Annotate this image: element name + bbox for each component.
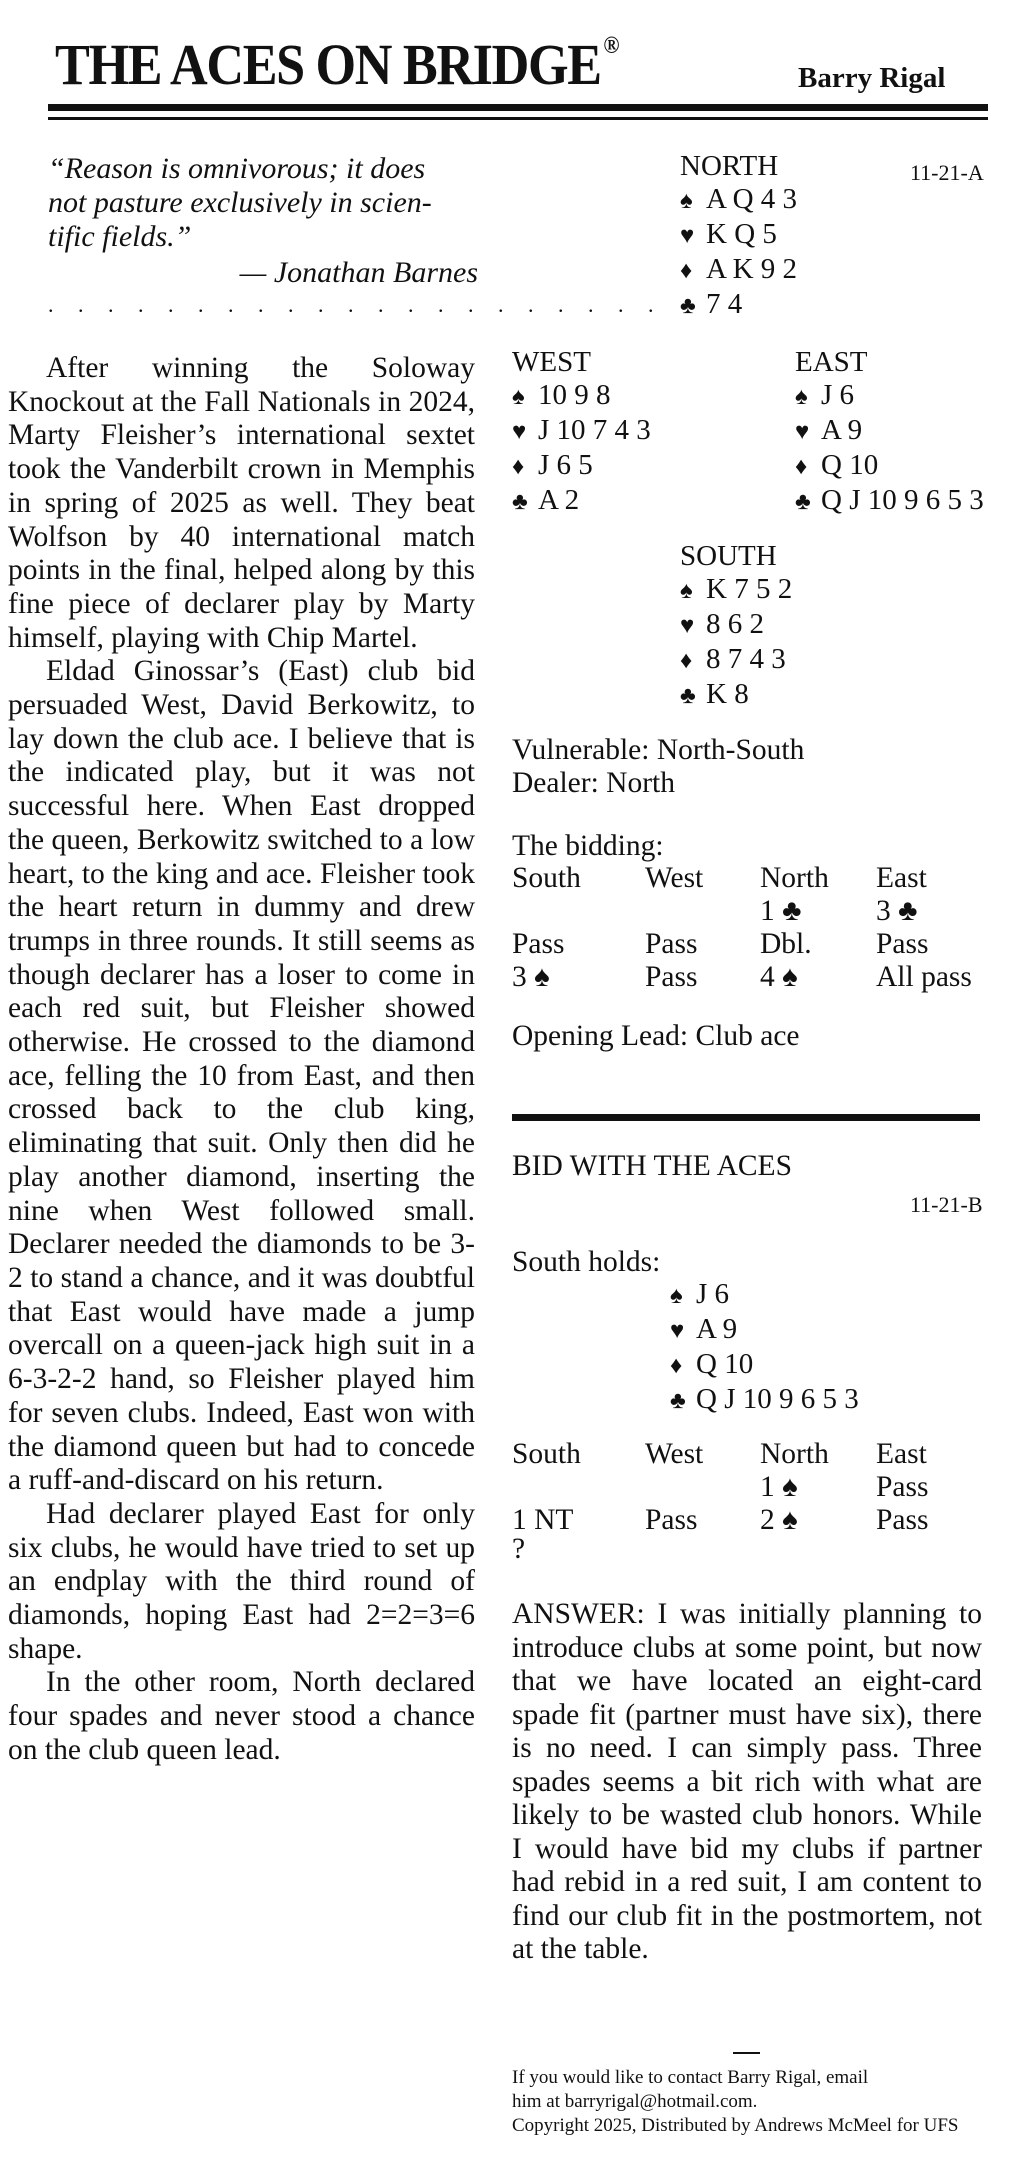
spade-holding: 10 9 8 (538, 379, 611, 411)
west-hand (512, 346, 651, 519)
spade-holding: J 6 (821, 379, 855, 411)
bid-cell (512, 895, 645, 928)
deal-code: 11-21-A (910, 160, 984, 185)
header-rule-thin (48, 117, 988, 120)
hand-label: WEST (512, 346, 591, 378)
heart-holding: A 9 (696, 1313, 738, 1345)
south-holding (670, 1278, 859, 1418)
contact-email-line: him at barryrigal@hotmail.com. (512, 2091, 758, 2112)
heart-holding: J 10 7 4 3 (538, 414, 651, 446)
diamond-icon: ♦ (680, 258, 693, 284)
spade-holding: J 6 (696, 1278, 730, 1310)
heart-holding: K Q 5 (706, 218, 777, 250)
deal-conditions (512, 734, 804, 800)
bid-cell: 3 ♣ (876, 895, 918, 927)
north-hand (680, 150, 797, 323)
spade-icon: ♠ (680, 578, 693, 604)
diamond-icon: ♦ (680, 648, 693, 674)
diamond-holding: Q 10 (696, 1348, 754, 1380)
article-paragraph: Had declarer played East for only six clubs, he would have tried to set up an endplay with the third round of diamonds, hoping East had 2=2=3=6 shape. (8, 1497, 475, 1665)
article-paragraph: After winning the Soloway Knockout at the Fall Nationals in 2024, Marty Fleisher’s international sextet took the Vanderbilt crown in Memphis in spring of 2025 as well. They beat Wolfson by 40 international match points in the final, helped along by this fine piece of declarer play by Marty himself, playing with Chip Martel. (8, 352, 475, 654)
bid-header: West (645, 1438, 704, 1470)
heart-icon: ♥ (670, 1318, 685, 1344)
club-holding: A 2 (538, 484, 580, 516)
hand-label: SOUTH (680, 540, 777, 572)
bid-header: South (512, 862, 581, 894)
bid-header: East (876, 1438, 927, 1470)
bid-header: East (876, 862, 927, 894)
bid-cell (512, 1471, 645, 1504)
bid-cell: Pass (645, 1504, 698, 1536)
holds-label: South holds: (512, 1246, 661, 1278)
spade-icon: ♠ (795, 384, 808, 410)
spade-holding: A Q 4 3 (706, 183, 798, 215)
diamond-holding: Q 10 (821, 449, 879, 481)
author-byline: Barry Rigal (798, 62, 946, 94)
club-icon: ♣ (680, 293, 696, 319)
bid-cell: Pass (876, 928, 929, 960)
bid-cell: Dbl. (760, 928, 812, 960)
copyright-line: Copyright 2025, Distributed by Andrews McMeel for UFS (512, 2115, 959, 2136)
south-hand (680, 540, 792, 713)
opening-lead: Opening Lead: Club ace (512, 1020, 800, 1052)
club-holding: K 8 (706, 678, 749, 710)
epigraph-quote (48, 152, 488, 254)
bid-cell: 2 ♠ (760, 1504, 798, 1536)
contact-line: If you would like to contact Barry Rigal, email (512, 2067, 869, 2088)
article-paragraph: In the other room, North declared four spades and never stood a chance on the club queen lead. (8, 1666, 475, 1766)
column-title: THE ACES ON BRIDGE ® (55, 32, 619, 97)
club-holding: Q J 10 9 6 5 3 (696, 1383, 859, 1415)
bid-cell: Pass (645, 961, 698, 993)
bid-cell: Pass (876, 1471, 929, 1503)
heart-holding: 8 6 2 (706, 608, 764, 640)
spade-icon: ♠ (680, 188, 693, 214)
club-holding: Q J 10 9 6 5 3 (821, 484, 984, 516)
dealer: Dealer: North (512, 767, 675, 799)
heart-icon: ♥ (795, 419, 810, 445)
club-holding: 7 4 (706, 288, 743, 320)
footer-credits (512, 2066, 982, 2138)
bid-cell: All pass (876, 961, 972, 993)
diamond-holding: 8 7 4 3 (706, 643, 786, 675)
quote-line: “Reason is omnivorous; it does (48, 152, 426, 185)
bid-cell: 3 ♠ (512, 961, 550, 993)
answer-text: ANSWER: I was initially planning to introduce clubs at some point, but now that we have located an eight-card spade fit (partner must have six), there is no need. I can simply pass. Three spades seems a bit rich with what are likely to be wasted club honors. While I would have bid my clubs if partner had rebid in a red suit, I am content to find our club fit in the postmortem, not at the table. (512, 1598, 982, 1965)
quote-line: not pasture exclusively in scien- (48, 186, 432, 219)
quote-attribution: — Jonathan Barnes (239, 256, 478, 289)
hand-label: NORTH (680, 150, 779, 182)
bidding-table (512, 862, 986, 994)
diamond-icon: ♦ (670, 1353, 683, 1379)
bid-cell: 1 NT (512, 1504, 574, 1536)
bid-cell: Pass (876, 1504, 929, 1536)
registered-mark: ® (603, 33, 619, 59)
dotted-divider: . . . . . . . . . . . . . . . . . . . . . (48, 292, 663, 317)
east-hand (795, 346, 984, 519)
bid-cell (645, 895, 760, 928)
bid-cell (876, 1537, 986, 1561)
bid-header: North (760, 1438, 829, 1470)
bid-cell: Pass (645, 928, 698, 960)
diamond-holding: J 6 5 (538, 449, 593, 481)
heart-holding: A 9 (821, 414, 863, 446)
article-body (8, 352, 475, 1768)
bid-cell (645, 1537, 760, 1561)
spade-holding: K 7 5 2 (706, 573, 793, 605)
club-icon: ♣ (680, 683, 696, 709)
heart-icon: ♥ (680, 223, 695, 249)
bid-code: 11-21-B (910, 1192, 983, 1217)
spade-icon: ♠ (512, 384, 525, 410)
diamond-icon: ♦ (512, 454, 525, 480)
bid-section-title: BID WITH THE ACES (512, 1150, 792, 1182)
club-icon: ♣ (512, 489, 528, 515)
bidding-title: The bidding: (512, 830, 664, 862)
bid-problem-table (512, 1438, 986, 1565)
quote-line: tific fields.” (48, 220, 192, 253)
section-divider (512, 1114, 980, 1121)
header-rule-thick (48, 104, 988, 111)
bid-header: North (760, 862, 829, 894)
bid-cell: ? (512, 1533, 526, 1565)
diamond-holding: A K 9 2 (706, 253, 798, 285)
bid-cell: Pass (512, 928, 565, 960)
club-icon: ♣ (670, 1388, 686, 1414)
bid-cell (645, 1471, 760, 1504)
heart-icon: ♥ (680, 613, 695, 639)
bid-cell: 1 ♠ (760, 1471, 798, 1503)
bid-header: South (512, 1438, 581, 1470)
hand-label: EAST (795, 346, 868, 378)
bid-cell (760, 1537, 876, 1561)
club-icon: ♣ (795, 489, 811, 515)
bid-cell: 4 ♠ (760, 961, 798, 993)
vulnerability: Vulnerable: North-South (512, 734, 805, 766)
bid-header: West (645, 862, 704, 894)
article-paragraph: Eldad Ginossar’s (East) club bid persuaded West, David Berkowitz, to lay down the club ace. I believe that is the indicated play, but it was not successful here. When East dropped the queen, Berkowitz switched to a low heart, to the king and ace. Fleisher took the heart return in dummy and drew trumps in three rounds. It still seems as though declarer has a loser to come in each red suit, but Fleisher showed otherwise. He crossed to the diamond ace, felling the 10 from East, and then crossed back to the club king, eliminating that suit. Only then did he play another diamond, inserting the nine when West followed small. Declarer needed the diamonds to be 3-2 to stand a chance, and it was doubtful that East would have made a jump overcall on a queen-jack high suit in a 6-3-2-2 hand, so Fleisher played him for seven clubs. Indeed, East won with the diamond queen but had to concede a ruff-and-discard on his return. (8, 655, 475, 1497)
heart-icon: ♥ (512, 419, 527, 445)
footer-dash (733, 2052, 760, 2054)
bid-cell: 1 ♣ (760, 895, 802, 927)
diamond-icon: ♦ (795, 454, 808, 480)
spade-icon: ♠ (670, 1283, 683, 1309)
